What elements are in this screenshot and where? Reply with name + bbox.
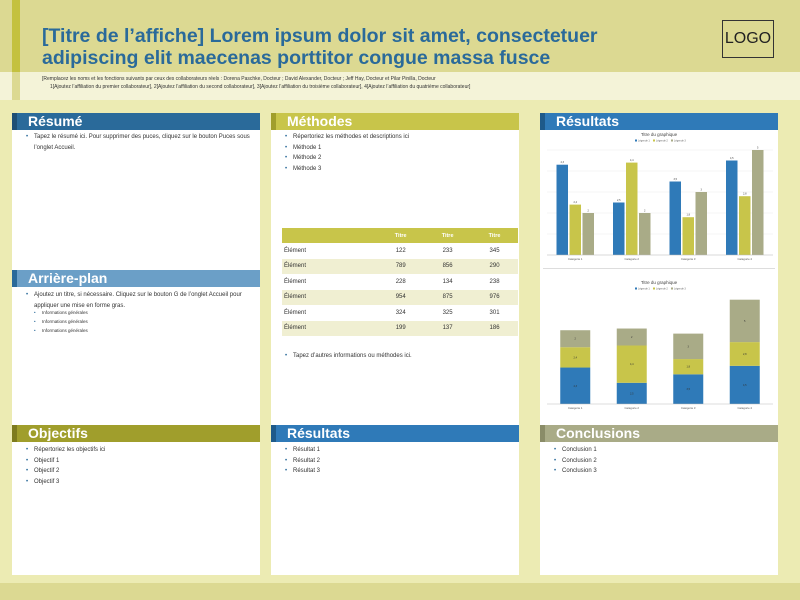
category-tick-label: Catégorie 2 xyxy=(624,257,639,261)
legend-label: Légende 1 xyxy=(638,287,650,291)
bar xyxy=(696,192,708,255)
section-header-methodes xyxy=(271,113,519,130)
data-label: 3,5 xyxy=(686,388,690,392)
list-item: • Méthode 1 xyxy=(283,143,513,154)
authors-affiliation-list: 1[Ajoutez l’affiliation du premier collaborateur], 2[Ajoutez l’affiliation du second collaborateur], 3[Ajoutez l’affiliation du troisième collaborateur], 4[Ajoutez l’affiliation du quatrième collaborateur] xyxy=(50,84,471,90)
category-tick-label: Catégorie 1 xyxy=(568,406,583,410)
list-item: • Objectif 2 xyxy=(24,466,254,477)
section-header-resultats-middle xyxy=(271,425,519,442)
resultats-list xyxy=(283,445,513,477)
authors-names: [Remplacez les noms et les fonctions suivants par ceux des collaborateurs réels : Dorena Paschke, Docteur ; David Alexander, Docteur ; Jeff Hay, Docteur et Pilar Pinilla, Docteur xyxy=(42,76,436,82)
data-label: 2 xyxy=(644,209,646,213)
table-cell: 325 xyxy=(424,305,471,321)
chart-title: Titre du graphique xyxy=(640,132,678,137)
table-row xyxy=(282,274,518,290)
table-cell: Élément xyxy=(282,305,377,321)
table-cell: 875 xyxy=(424,290,471,306)
list-item: • Conclusion 2 xyxy=(552,456,772,467)
table-cell: 789 xyxy=(377,259,424,275)
bar xyxy=(670,182,682,256)
category-tick-label: Catégorie 2 xyxy=(624,406,639,410)
list-item: • Informations générales xyxy=(24,326,254,335)
header-accent-bar xyxy=(12,0,20,72)
data-label: 4,3 xyxy=(573,384,577,388)
table-cell: 324 xyxy=(377,305,424,321)
bar xyxy=(739,196,751,255)
table-cell: Élément xyxy=(282,243,377,259)
legend-label: Légende 3 xyxy=(674,287,686,291)
section-title: Méthodes xyxy=(287,113,353,129)
poster-footer xyxy=(0,583,800,600)
data-label: 1,8 xyxy=(686,213,690,217)
bar xyxy=(583,213,595,255)
legend-swatch xyxy=(653,288,655,290)
table-cell: 301 xyxy=(471,305,518,321)
methodes-list xyxy=(283,132,513,174)
table-cell: 186 xyxy=(471,321,518,337)
logo-placeholder: LOGO xyxy=(722,20,774,58)
data-label: 2 xyxy=(587,209,589,213)
data-label: 2,5 xyxy=(630,392,634,396)
data-label: 2,5 xyxy=(617,199,621,202)
table-cell: 134 xyxy=(424,274,471,290)
data-label: 5 xyxy=(744,319,746,323)
bar xyxy=(613,203,625,256)
table-cell: 137 xyxy=(424,321,471,337)
data-label: 3 xyxy=(700,188,702,192)
section-title: Résumé xyxy=(28,113,83,129)
section-header-resultats-right xyxy=(540,113,778,130)
legend-swatch xyxy=(653,140,655,142)
data-label: 2,4 xyxy=(573,201,577,205)
section-header-resume xyxy=(12,113,260,130)
list-item: • Résultat 3 xyxy=(283,466,513,477)
list-item: • Conclusion 3 xyxy=(552,466,772,477)
list-item: • Objectif 1 xyxy=(24,456,254,467)
bar xyxy=(726,161,738,256)
section-header-objectifs xyxy=(12,425,260,442)
data-label: 1,8 xyxy=(686,365,690,369)
bar xyxy=(570,205,582,255)
table-cell: 954 xyxy=(377,290,424,306)
bar xyxy=(683,217,695,255)
methodes-footer-list xyxy=(283,351,513,362)
data-label: 5 xyxy=(757,146,759,150)
list-item: • Répertoriez les méthodes et descriptions ici xyxy=(283,132,513,143)
left-column-top xyxy=(12,113,260,425)
table-cell: 856 xyxy=(424,259,471,275)
list-item: • Ajoutez un titre, si nécessaire. Cliquez sur le bouton G de l’onglet Accueil pour appliquer une mise en forme gras. xyxy=(24,290,254,311)
data-label: 4,4 xyxy=(630,363,634,367)
data-label: 4,5 xyxy=(743,383,747,387)
list-item: • Méthode 2 xyxy=(283,153,513,164)
table-row xyxy=(282,305,518,321)
list-item: • Résultat 1 xyxy=(283,445,513,456)
table-cell: 290 xyxy=(471,259,518,275)
section-header-arriere-plan xyxy=(12,270,260,287)
table-cell: 238 xyxy=(471,274,518,290)
table-row xyxy=(282,243,518,259)
legend-swatch xyxy=(635,140,637,142)
table-header-row xyxy=(282,228,518,243)
list-item: • Tapez d’autres informations ou méthodes ici. xyxy=(283,351,513,362)
section-title: Objectifs xyxy=(28,425,88,441)
table-cell: 228 xyxy=(377,274,424,290)
poster-title: [Titre de l’affiche] Lorem ipsum dolor sit amet, consectetuer adipiscing elit maecenas porttitor congue massa fusce xyxy=(42,25,598,69)
category-tick-label: Catégorie 1 xyxy=(568,257,583,261)
bar xyxy=(557,165,569,255)
clustered-bar-chart xyxy=(543,130,775,265)
data-label: 2 xyxy=(631,336,633,340)
table-header-cell: Titre xyxy=(377,228,424,243)
objectifs-list xyxy=(24,445,254,487)
bar xyxy=(752,150,764,255)
data-label: 4,5 xyxy=(730,157,734,160)
chart-divider xyxy=(543,268,775,269)
table-cell: Élément xyxy=(282,321,377,337)
list-item: • Objectif 3 xyxy=(24,477,254,488)
table-row xyxy=(282,259,518,275)
section-title: Résultats xyxy=(287,425,351,441)
list-item: • Tapez le résumé ici. Pour supprimer des puces, cliquez sur le bouton Puces sous l’onglet Accueil. xyxy=(24,132,254,153)
table-cell: 976 xyxy=(471,290,518,306)
list-item: • Informations générales xyxy=(24,308,254,317)
section-title: Conclusions xyxy=(556,425,641,441)
legend-swatch xyxy=(671,288,673,290)
table-row xyxy=(282,290,518,306)
section-title: Résultats xyxy=(556,113,620,129)
data-label: 4,3 xyxy=(560,161,564,165)
section-title: Arrière-plan xyxy=(28,270,108,286)
bar xyxy=(626,163,638,255)
table-header-cell: Titre xyxy=(424,228,471,243)
data-label: 2,4 xyxy=(573,356,577,360)
table-cell: 122 xyxy=(377,243,424,259)
legend-label: Légende 3 xyxy=(674,139,686,143)
data-label: 2,8 xyxy=(743,192,747,196)
legend-label: Légende 1 xyxy=(638,139,650,143)
table-cell: Élément xyxy=(282,274,377,290)
list-item: • Répertoriez les objectifs ici xyxy=(24,445,254,456)
resume-list xyxy=(24,132,254,153)
category-tick-label: Catégorie 3 xyxy=(681,257,696,261)
conclusions-list xyxy=(552,445,772,477)
data-label: 4,4 xyxy=(630,159,634,163)
table-cell: Élément xyxy=(282,290,377,306)
stacked-bar-chart xyxy=(543,278,775,413)
data-label: 2,8 xyxy=(743,352,747,356)
list-item: • Conclusion 1 xyxy=(552,445,772,456)
data-label: 3,5 xyxy=(673,178,677,181)
section-header-conclusions xyxy=(540,425,778,442)
legend-swatch xyxy=(635,288,637,290)
legend-swatch xyxy=(671,140,673,142)
category-tick-label: Catégorie 4 xyxy=(737,257,752,261)
bar xyxy=(639,213,651,255)
category-tick-label: Catégorie 4 xyxy=(737,406,752,410)
table-cell: Élément xyxy=(282,259,377,275)
category-tick-label: Catégorie 3 xyxy=(681,406,696,410)
authors-accent-bar xyxy=(12,72,20,100)
legend-label: Légende 2 xyxy=(656,139,668,143)
table-cell: 233 xyxy=(424,243,471,259)
arriere-plan-sublist xyxy=(24,308,254,335)
chart-title: Titre du graphique xyxy=(640,280,678,285)
list-item: • Informations générales xyxy=(24,317,254,326)
authors-affiliations xyxy=(42,75,742,91)
table-cell: 345 xyxy=(471,243,518,259)
data-label: 2 xyxy=(574,337,576,341)
list-item: • Résultat 2 xyxy=(283,456,513,467)
table-row xyxy=(282,321,518,337)
legend-label: Légende 2 xyxy=(656,287,668,291)
table-header-cell: Titre xyxy=(471,228,518,243)
list-item: • Méthode 3 xyxy=(283,164,513,175)
table-header-cell xyxy=(282,228,377,243)
methodes-table xyxy=(282,228,518,336)
data-label: 3 xyxy=(687,345,689,349)
table-cell: 199 xyxy=(377,321,424,337)
